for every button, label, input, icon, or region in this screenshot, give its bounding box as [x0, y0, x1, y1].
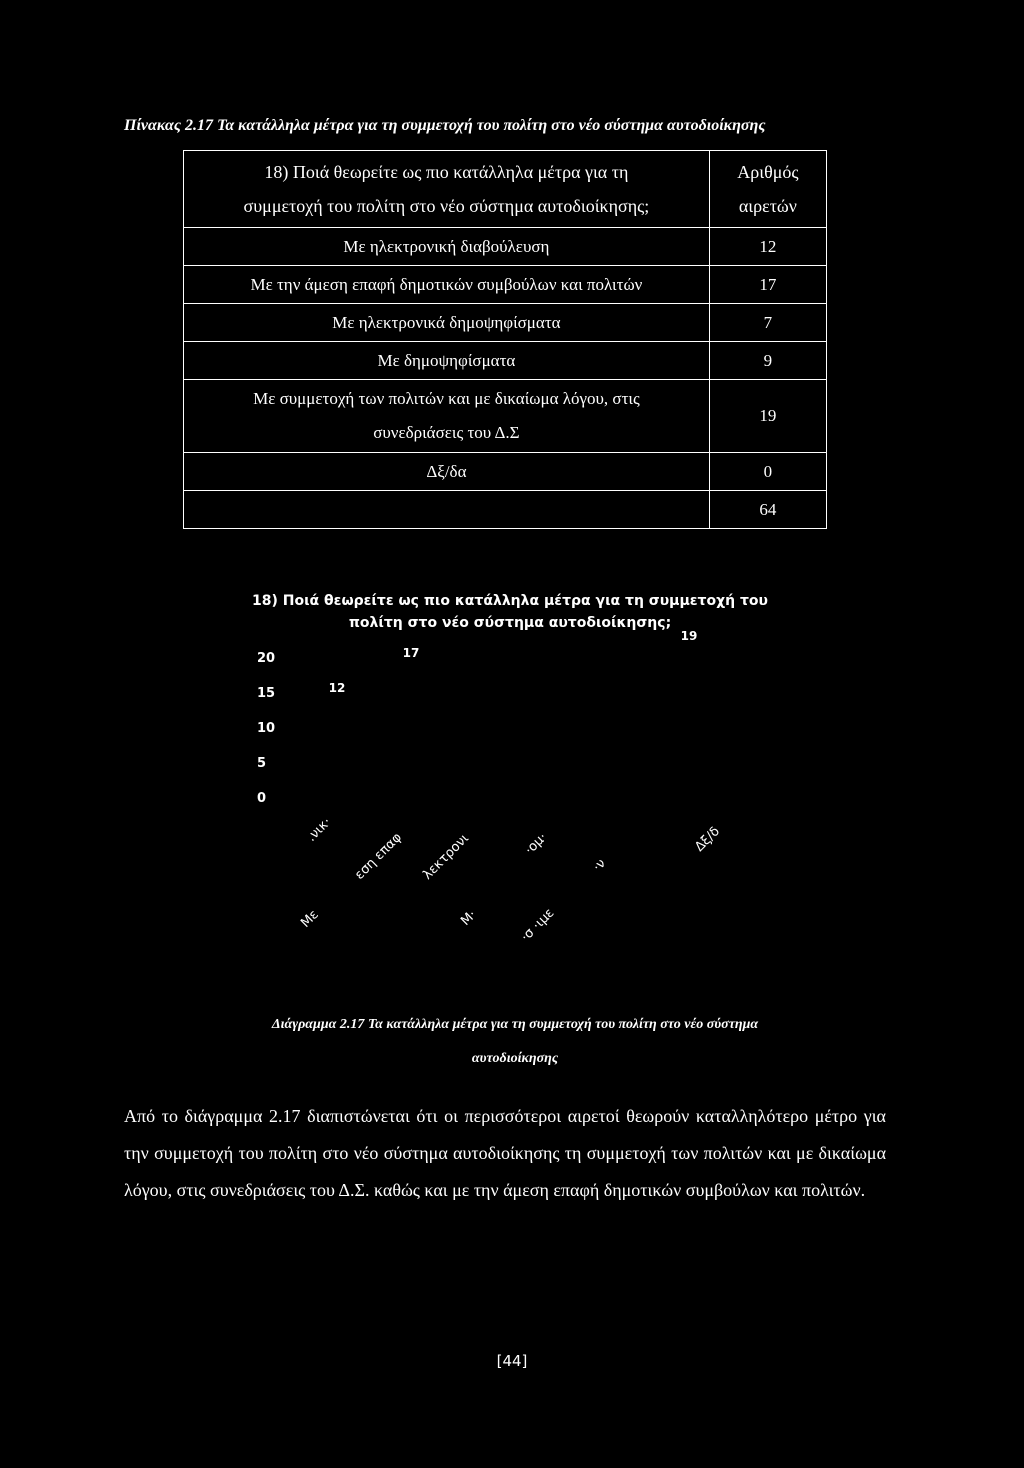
x-tick-label: λεκτρονι [420, 831, 472, 883]
y-tick-label: 15 [257, 686, 276, 701]
row-label: Με την άμεση επαφή δημοτικών συμβούλων και πολιτών [184, 266, 710, 304]
chart-title-line1: 18) Ποιά θεωρείτε ως πιο κατάλληλα μέτρα για τη συμμετοχή του [252, 593, 768, 609]
y-tick-label: 20 [257, 651, 276, 666]
row-value: 7 [709, 304, 826, 342]
row-label-line1: Με συμμετοχή των πολιτών και με δικαίωμα λόγου, στις [253, 389, 640, 408]
chart-title-line2: πολίτη στο νέο σύστημα αυτοδιοίκησης; [348, 615, 672, 631]
header-count-line2: αιρετών [738, 196, 797, 216]
header-question-line1: 18) Ποιά θεωρείτε ως πιο κατάλληλα μέτρα για τη [264, 162, 629, 182]
row-value: 0 [709, 453, 826, 491]
header-question-line2: συμμετοχή του πολίτη στο νέο σύστημα αυτοδιοίκησης; [243, 196, 650, 216]
y-tick-label: 10 [257, 721, 276, 736]
x-tick-label: εση επαφ [352, 830, 406, 883]
page-number: [44] [496, 1352, 528, 1370]
data-label: 17 [402, 646, 420, 660]
row-value: 17 [709, 266, 826, 304]
row-value: 12 [709, 228, 826, 266]
header-count-line1: Αριθμός [737, 162, 799, 182]
table-caption: Πίνακας 2.17 Τα κατάλληλα μέτρα για τη συμμετοχή του πολίτη στο νέο σύστημα αυτοδιοίκησης [124, 117, 766, 134]
x-tick-label: ·ομ· [522, 829, 551, 858]
x-axis-labels [298, 815, 723, 945]
x-tick-label: ·ν [590, 856, 609, 875]
row-label: Με δημοψηφίσματα [184, 342, 710, 380]
row-label-line2: συνεδριάσεις του Δ.Σ [373, 423, 520, 442]
data-label: 19 [680, 629, 698, 643]
body-paragraph: Από το διάγραμμα 2.17 διαπιστώνεται ότι οι περισσότεροι αιρετοί θεωρούν καταλληλότερο μέτρο για την συμμετοχή του πολίτη στο νέο σύστημα αυτοδιοίκησης τη συμμετοχή των πολιτών και με δικαίωμα λόγου, στις συνεδριάσεις του Δ.Σ. καθώς και με την άμεση επαφή δημοτικών συμβούλων και πολιτών. [124, 1106, 886, 1200]
x-tick-label-fragment: Μ· [458, 907, 480, 929]
row-label: Με ηλεκτρονική διαβούλευση [184, 228, 710, 266]
row-label: Δξ/δα [184, 453, 710, 491]
x-tick-label-fragment: Με [298, 907, 322, 931]
data-labels [329, 629, 698, 695]
y-axis-ticks [257, 651, 275, 806]
row-value: 9 [709, 342, 826, 380]
x-tick-label: Δξ/δ [692, 824, 723, 855]
diagram-caption-line2: αυτοδιοίκησης [471, 1051, 559, 1066]
y-tick-label: 5 [257, 756, 267, 771]
diagram-caption-line1: Διάγραμμα 2.17 Τα κατάλληλα μέτρα για τη συμμετοχή του πολίτη στο νέο σύστημα [271, 1017, 759, 1032]
row-value: 19 [709, 380, 826, 453]
data-label: 12 [328, 681, 346, 695]
row-label: Με ηλεκτρονικά δημοψηφίσματα [184, 304, 710, 342]
y-tick-label: 0 [257, 791, 267, 806]
diagram-caption [170, 1008, 860, 1076]
row-value: 64 [709, 491, 826, 529]
x-tick-label-fragment: ·σ ·ιμε [518, 905, 558, 945]
x-tick-label: .νικ· [304, 814, 335, 845]
